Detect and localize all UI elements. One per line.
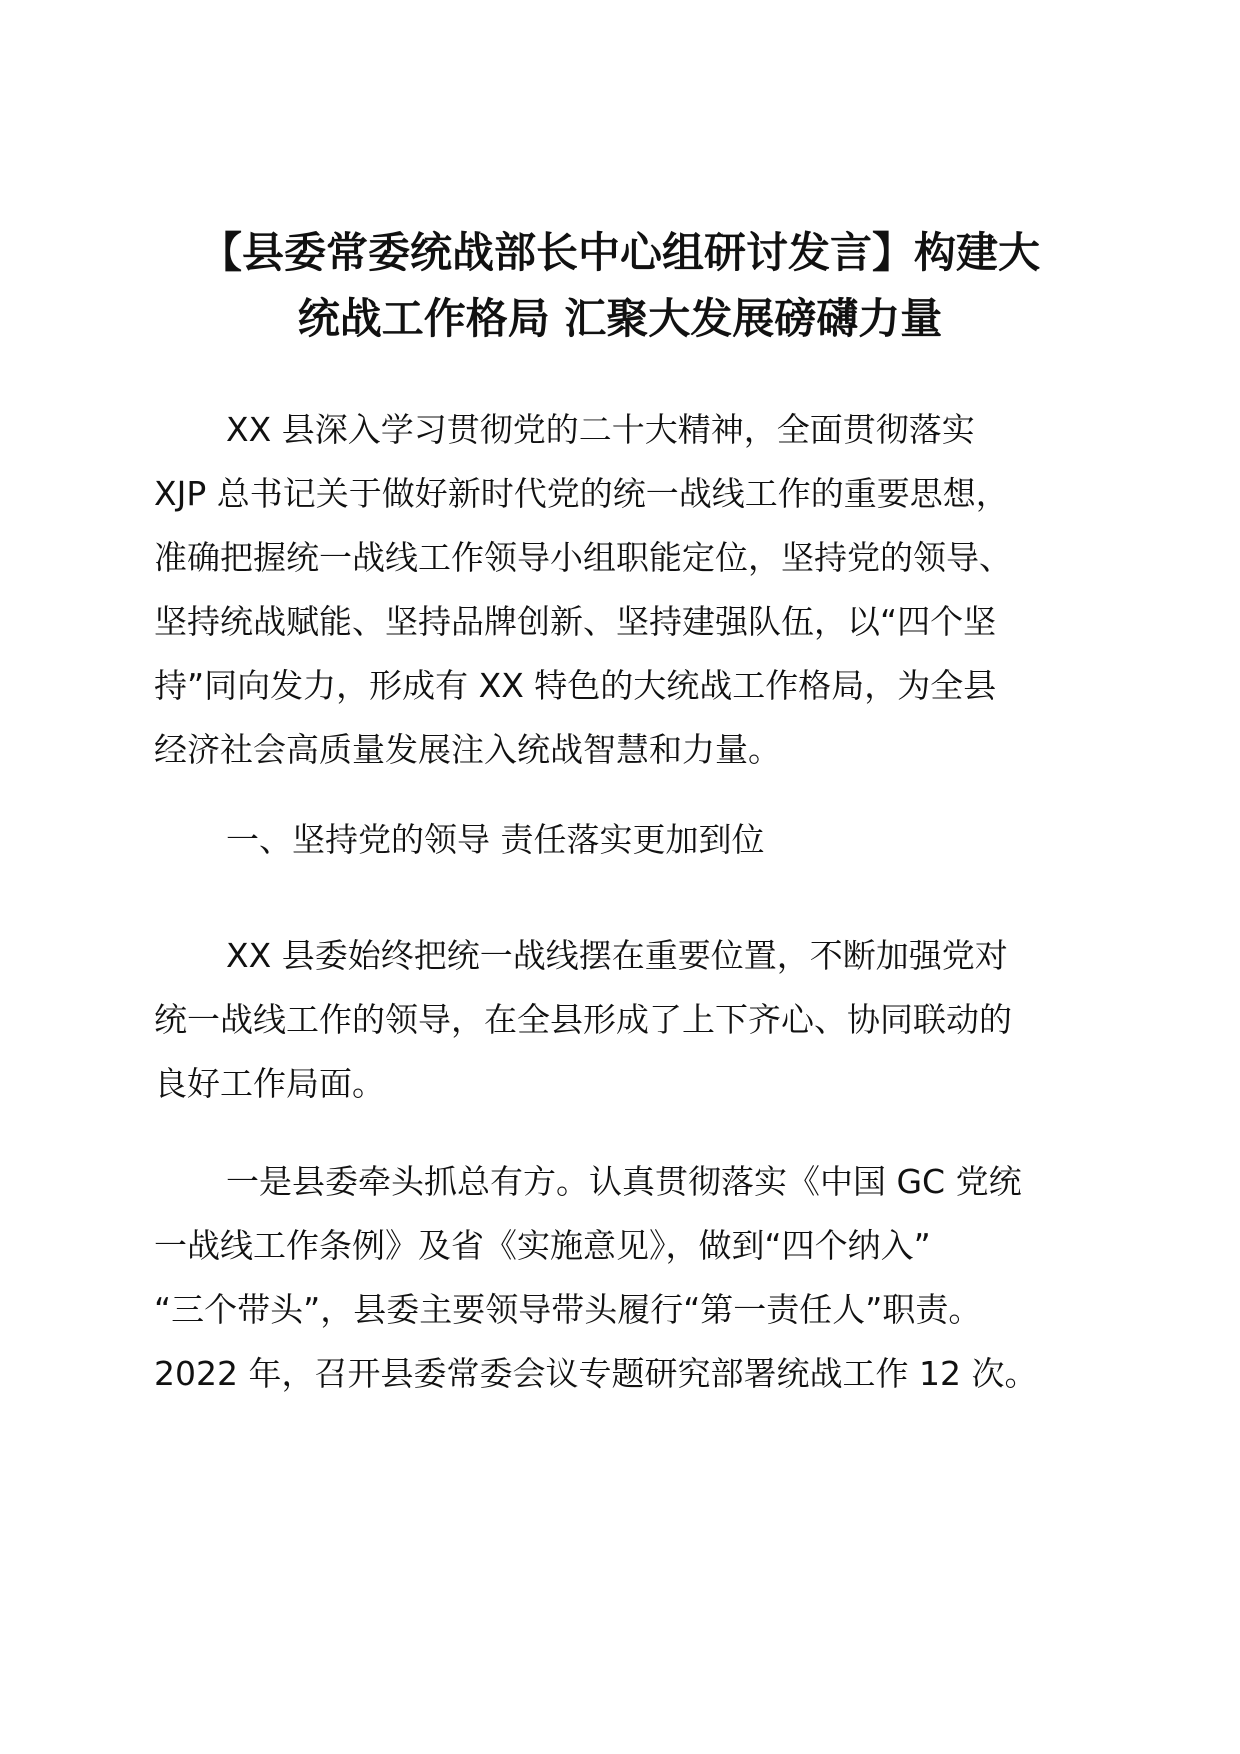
paragraph-line: “三个带头”，县委主要领导带头履行“第一责任人”职责。: [154, 1290, 982, 1329]
document-title: [150, 220, 1090, 352]
paragraph-line: 一是县委牵头抓总有方。认真贯彻落实《中国 GC 党统: [226, 1162, 1022, 1201]
title-line-1: 【县委常委统战部长中心组研讨发言】构建大: [199, 228, 1040, 277]
title-line-2: 统战工作格局 汇聚大发展磅礴力量: [297, 294, 943, 343]
paragraph-line: 一战线工作条例》及省《实施意见》，做到“四个纳入”: [154, 1226, 931, 1265]
paragraph-line: XX 县委始终把统一战线摆在重要位置，不断加强党对: [226, 936, 1008, 975]
section-heading: [154, 808, 1084, 872]
paragraph-line: 准确把握统一战线工作领导小组职能定位，坚持党的领导、: [154, 538, 1012, 577]
intro-paragraph: [154, 398, 1084, 782]
point-paragraph: [154, 1150, 1084, 1406]
paragraph-line: 经济社会高质量发展注入统战智慧和力量。: [154, 730, 781, 769]
paragraph-line: 统一战线工作的领导，在全县形成了上下齐心、协同联动的: [154, 1000, 1012, 1039]
section-paragraph: [154, 924, 1084, 1116]
paragraph-line: 坚持统战赋能、坚持品牌创新、坚持建强队伍，以“四个坚: [154, 602, 997, 641]
paragraph-line: 持”同向发力，形成有 XX 特色的大统战工作格局，为全县: [154, 666, 997, 705]
paragraph-line: XX 县深入学习贯彻党的二十大精神，全面贯彻落实: [226, 410, 975, 449]
paragraph-line: XJP 总书记关于做好新时代党的统一战线工作的重要思想，: [154, 474, 1009, 513]
paragraph-line: 良好工作局面。: [154, 1064, 385, 1103]
section-heading-text: 一、坚持党的领导 责任落实更加到位: [226, 820, 765, 859]
paragraph-line: 2022 年，召开县委常委会议专题研究部署统战工作 12 次。: [154, 1354, 1038, 1393]
